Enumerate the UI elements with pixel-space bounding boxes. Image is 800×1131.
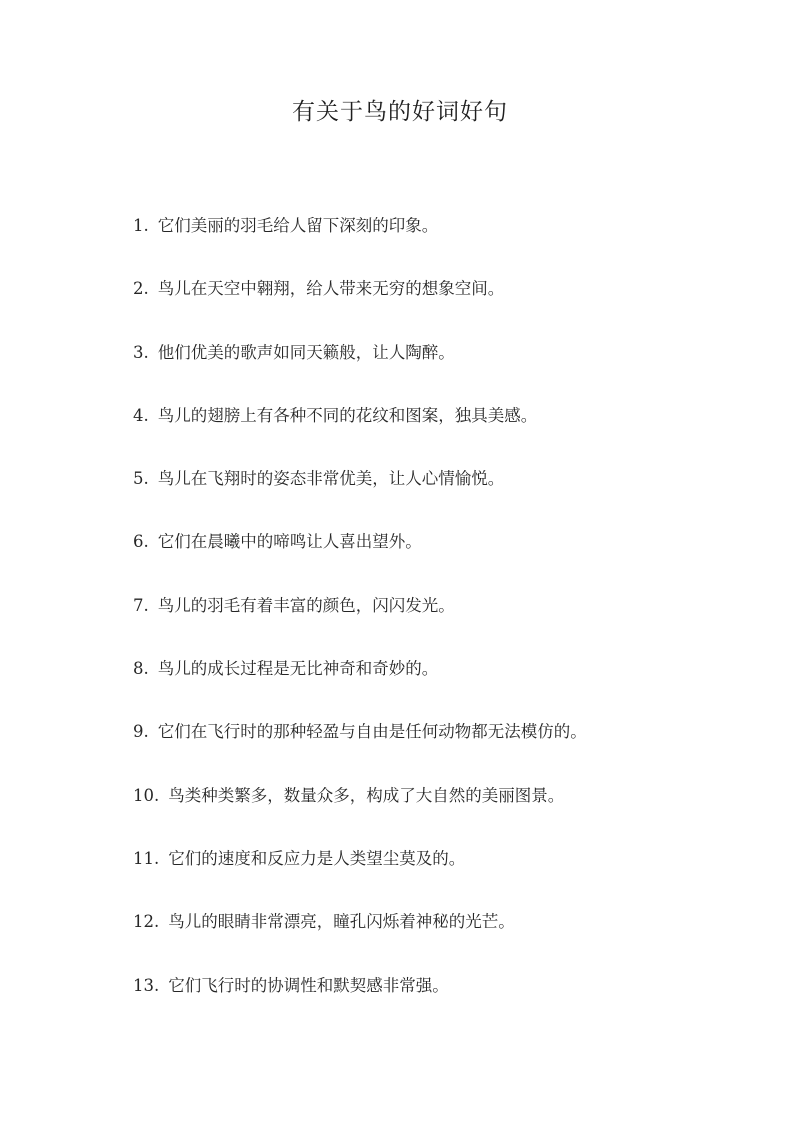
item-text: 鸟儿在天空中翱翔，给人带来无穷的想象空间。 [157, 279, 505, 299]
list-item [133, 910, 773, 973]
item-number: 12. [133, 912, 160, 932]
item-text: 它们美丽的羽毛给人留下深刻的印象。 [157, 216, 439, 235]
item-text: 它们在晨曦中的啼鸣让人喜出望外。 [157, 532, 422, 552]
item-text: 它们在飞行时的那种轻盈与自由是任何动物都无法模仿的。 [157, 722, 587, 742]
item-text: 它们飞行时的协调性和默契感非常强。 [168, 975, 449, 995]
list-item [133, 657, 773, 720]
list-item [133, 277, 773, 340]
item-number: 5. [133, 469, 149, 489]
list-item [133, 530, 773, 593]
list-item [133, 784, 773, 847]
list-item [133, 467, 773, 530]
item-text: 鸟儿在飞翔时的姿态非常优美，让人心情愉悦。 [157, 469, 505, 489]
list-item [133, 847, 773, 910]
list-item [133, 341, 773, 404]
item-text: 鸟儿的眼睛非常漂亮，瞳孔闪烁着神秘的光芒。 [168, 912, 515, 932]
item-text: 鸟类种类繁多，数量众多，构成了大自然的美丽图景。 [168, 785, 565, 805]
item-number: 10. [133, 785, 160, 805]
item-number: 4. [133, 405, 149, 425]
item-number: 2. [133, 279, 149, 299]
item-text: 他们优美的歌声如同天籁般，让人陶醉。 [157, 342, 455, 362]
list-item [133, 214, 773, 277]
item-number: 13. [133, 975, 160, 995]
item-number: 3. [133, 342, 149, 362]
list-item [133, 594, 773, 657]
item-number: 11. [133, 848, 160, 868]
list-item [133, 720, 773, 783]
sentence-list [133, 214, 773, 1037]
item-text: 鸟儿的翅膀上有各种不同的花纹和图案，独具美感。 [157, 405, 538, 425]
item-text: 它们的速度和反应力是人类望尘莫及的。 [168, 848, 466, 868]
item-number: 1. [133, 216, 149, 235]
item-number: 6. [133, 532, 149, 552]
list-item [133, 404, 773, 467]
item-number: 7. [133, 595, 149, 615]
item-number: 8. [133, 659, 149, 679]
list-item [133, 974, 773, 1037]
document-title: 有关于鸟的好词好句 [292, 99, 508, 125]
item-number: 9. [133, 722, 149, 742]
item-text: 鸟儿的成长过程是无比神奇和奇妙的。 [157, 659, 439, 679]
item-text: 鸟儿的羽毛有着丰富的颜色，闪闪发光。 [157, 595, 455, 615]
